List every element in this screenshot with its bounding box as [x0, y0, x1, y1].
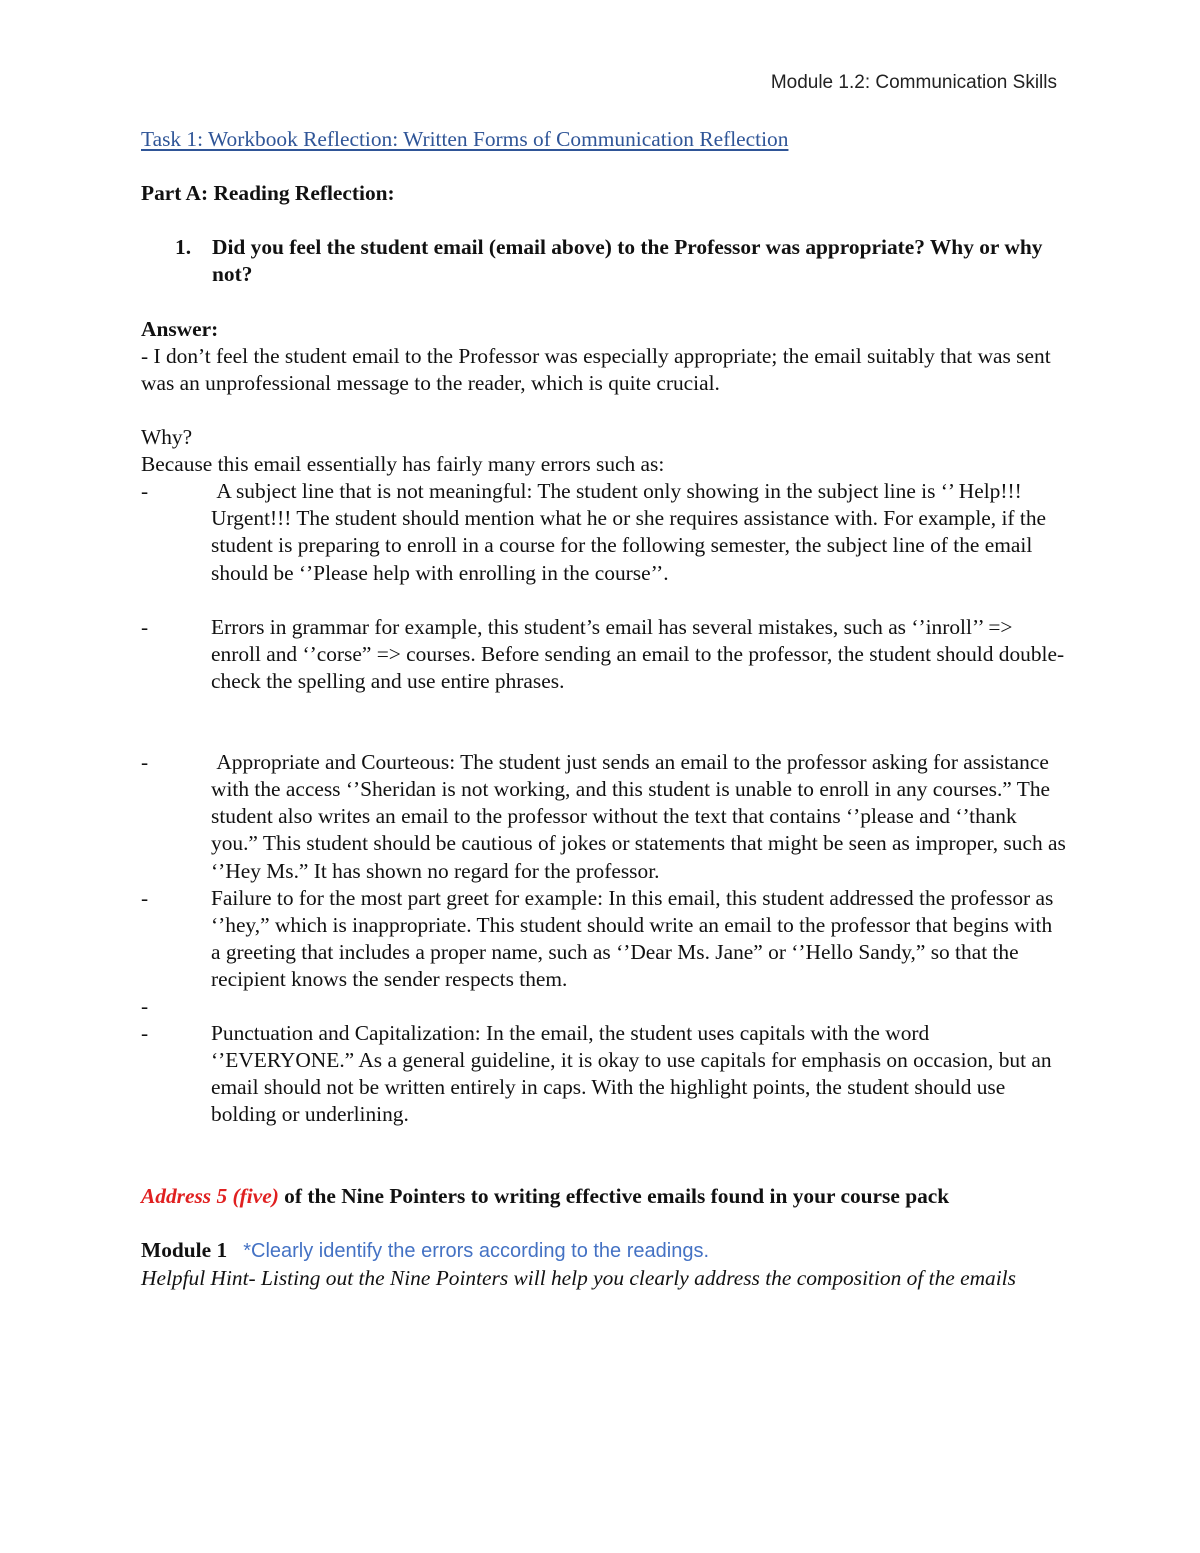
bullet-dash: -	[141, 614, 149, 639]
address-rest: of the Nine Pointers to writing effective emails found in your course pack	[278, 1183, 950, 1208]
answer-label: Answer:	[141, 316, 219, 341]
task-title-link[interactable]: Task 1: Workbook Reflection: Written Forms of Communication Reflection	[141, 127, 789, 151]
bullet-text: A subject line that is not meaningful: The student only showing in the subject line is ‘’ Help!!! Urgent!!! The student should mention what he or she requires assistance with. For example, if the student is preparing to enroll in a course for the following semester, the subject line of the email should be ‘’Please help with enrolling in the course’’.	[211, 479, 1052, 585]
module-note: *Clearly identify the errors according to the readings.	[243, 1239, 710, 1262]
bullet-item	[141, 885, 1066, 993]
module-label: Module 1	[141, 1237, 228, 1262]
bullet-dash: -	[141, 885, 149, 910]
bullet-text: Punctuation and Capitalization: In the email, the student uses capitals with the word ‘’EVERYONE.” As a general guideline, it is okay to use capitals for emphasis on occasion, but an email should not be written entirely in caps. With the highlight points, the student should use bolding or underlining.	[211, 1021, 1052, 1127]
question-text: Did you feel the student email (email above) to the Professor was appropriate? Why or why not?	[212, 235, 1043, 287]
bullet-item	[141, 614, 1066, 695]
helpful-hint: Helpful Hint- Listing out the Nine Pointers will help you clearly address the composition of the emails	[141, 1265, 1016, 1290]
bullet-dash: -	[141, 750, 149, 775]
document-body	[141, 126, 1072, 1292]
address-instruction	[141, 1183, 1066, 1210]
bullet-text: Failure to for the most part greet for example: In this email, this student addressed the professor as ‘’hey,” which is inappropriate. This student should write an email to the professor that begins with a greeting that includes a proper name, such as ‘’Dear Ms. Jane” or ‘’Hello Sandy,” so that the recipient knows the sender respects them.	[211, 885, 1054, 991]
bullet-item	[141, 993, 1066, 1020]
bullet-item	[141, 1020, 1066, 1128]
question-1	[175, 234, 1066, 288]
bullet-dash: -	[141, 994, 149, 1018]
module-line	[141, 1237, 1066, 1265]
answer-intro: - I don’t feel the student email to the Professor was especially appropriate; the email suitably that was sent was an unprofessional message to the reader, which is quite crucial.	[141, 343, 1051, 395]
because-text: Because this email essentially has fairly many errors such as:	[141, 452, 665, 477]
part-a-heading: Part A: Reading Reflection:	[141, 181, 395, 206]
question-number: 1.	[175, 235, 192, 260]
bullet-dash: -	[141, 1021, 149, 1046]
address-highlight: Address 5 (five)	[141, 1183, 279, 1208]
bullet-dash: -	[141, 479, 149, 504]
why-label: Why?	[141, 425, 193, 450]
bullet-text: Errors in grammar for example, this student’s email has several mistakes, such as ‘’inroll’’ => enroll and ‘’corse” => courses. Before sending an email to the professor, the student should double-check the spelling and use entire phrases.	[211, 614, 1065, 693]
bullet-text: Appropriate and Courteous: The student just sends an email to the professor asking for assistance with the access ‘’Sheridan is not working, and this student is unable to enroll in any courses.” The student also writes an email to the professor without the text that contains ‘’please and ‘’thank you.” This student should be cautious of jokes or statements that might be seen as improper, such as ‘’Hey Ms.” It has shown no regard for the professor.	[211, 750, 1072, 883]
bullet-item	[141, 749, 1072, 884]
page-header: Module 1.2: Communication Skills	[770, 72, 1057, 93]
bullet-item	[141, 478, 1066, 586]
